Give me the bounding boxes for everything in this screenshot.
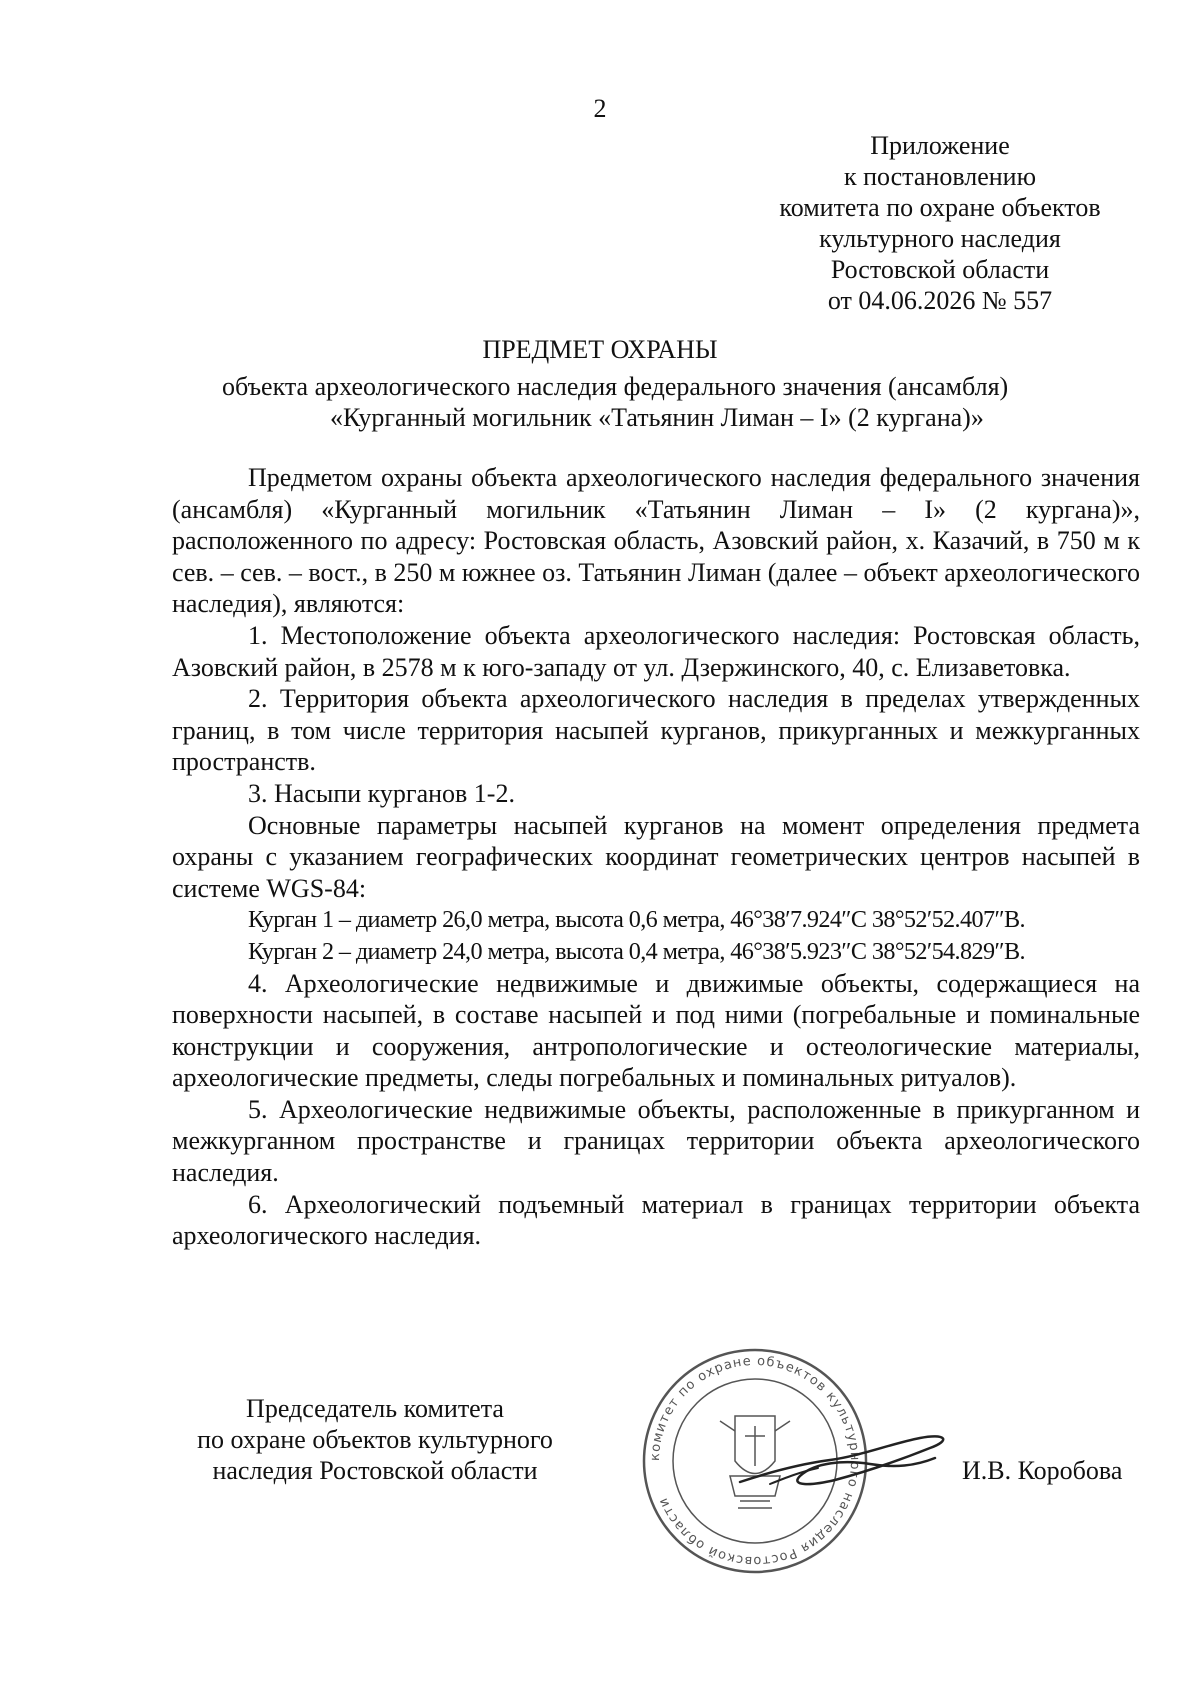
item-2-paragraph: 2. Территория объекта археологического наследия в пределах утвержденных границ, в том числе территория насыпей курганов, прикурганных и межкурганных пространств. (172, 684, 1140, 777)
params-paragraph: Основные параметры насыпей курганов на момент определения предмета охраны с указанием географических координат геометрических центров насыпей в системе WGS-84: (172, 810, 1140, 903)
page-number: 2 (593, 94, 607, 123)
document-body (172, 462, 1140, 1252)
document-subtitle-line1: объекта археологического наследия федерального значения (ансамбля) (222, 372, 1009, 401)
position-line: по охране объектов культурного (197, 1425, 553, 1454)
appendix-line: культурного наследия (819, 224, 1061, 253)
item-5-paragraph: 5. Археологические недвижимые объекты, расположенные в прикурганном и межкурганном пространстве и границах территории объекта археологического наследия. (172, 1094, 1140, 1188)
position-line: наследия Ростовской области (212, 1456, 538, 1485)
item-6-paragraph: 6. Археологический подъемный материал в границах территории объекта археологического наследия. (172, 1189, 1140, 1251)
appendix-line: Ростовской области (830, 255, 1050, 284)
seal-text: комитет по охране объектов культурного наследия Ростовской области (647, 1353, 863, 1569)
kurgan-1-line: Курган 1 – диаметр 26,0 метра, высота 0,6 метра, 46°38′7.924″С 38°52′52.407″В. (248, 906, 1025, 934)
document-subtitle-line2: «Курганный могильник «Татьянин Лиман – I» (2 кургана)» (330, 403, 984, 432)
appendix-block (740, 130, 1140, 316)
signatory-name: И.В. Коробова (962, 1456, 1123, 1485)
item-1-paragraph: 1. Местоположение объекта археологического наследия: Ростовская область, Азовский район, в 2578 м к юго-западу от ул. Дзержинского, 40, с. Елизаветовка. (172, 620, 1140, 682)
appendix-line: комитета по охране объектов (779, 193, 1101, 222)
intro-paragraph: Предметом охраны объекта археологического наследия федерального значения (ансамбля) «Курганный могильник «Татьянин Лиман – I» (2 кургана)», расположенного по адресу: Ростовская область, Азовский район, х. Казачий, в 750 м к сев. – сев. – вост., в 250 м южнее оз. Татьянин Лиман (далее – объект археологического наследия), являются: (172, 463, 1140, 619)
position-line: Председатель комитета (246, 1394, 504, 1423)
item-4-paragraph: 4. Археологические недвижимые и движимые объекты, содержащиеся на поверхности насыпей, в составе насыпей и под ними (погребальные и поминальные конструкции и сооружения, антропологические и остеологические материалы, археологические предметы, следы погребальных и поминальных ритуалов). (172, 968, 1140, 1093)
appendix-line: от 04.06.2026 № 557 (827, 286, 1053, 315)
signatory-position (150, 1393, 600, 1486)
handwritten-signature (730, 1420, 960, 1520)
appendix-line: к постановлению (843, 162, 1037, 191)
item-3-paragraph: 3. Насыпи курганов 1-2. (248, 778, 515, 808)
kurgan-2-line: Курган 2 – диаметр 24,0 метра, высота 0,4 метра, 46°38′5.923″С 38°52′54.829″В. (248, 937, 1025, 965)
appendix-line: Приложение (870, 131, 1010, 160)
document-title: ПРЕДМЕТ ОХРАНЫ (482, 335, 718, 364)
